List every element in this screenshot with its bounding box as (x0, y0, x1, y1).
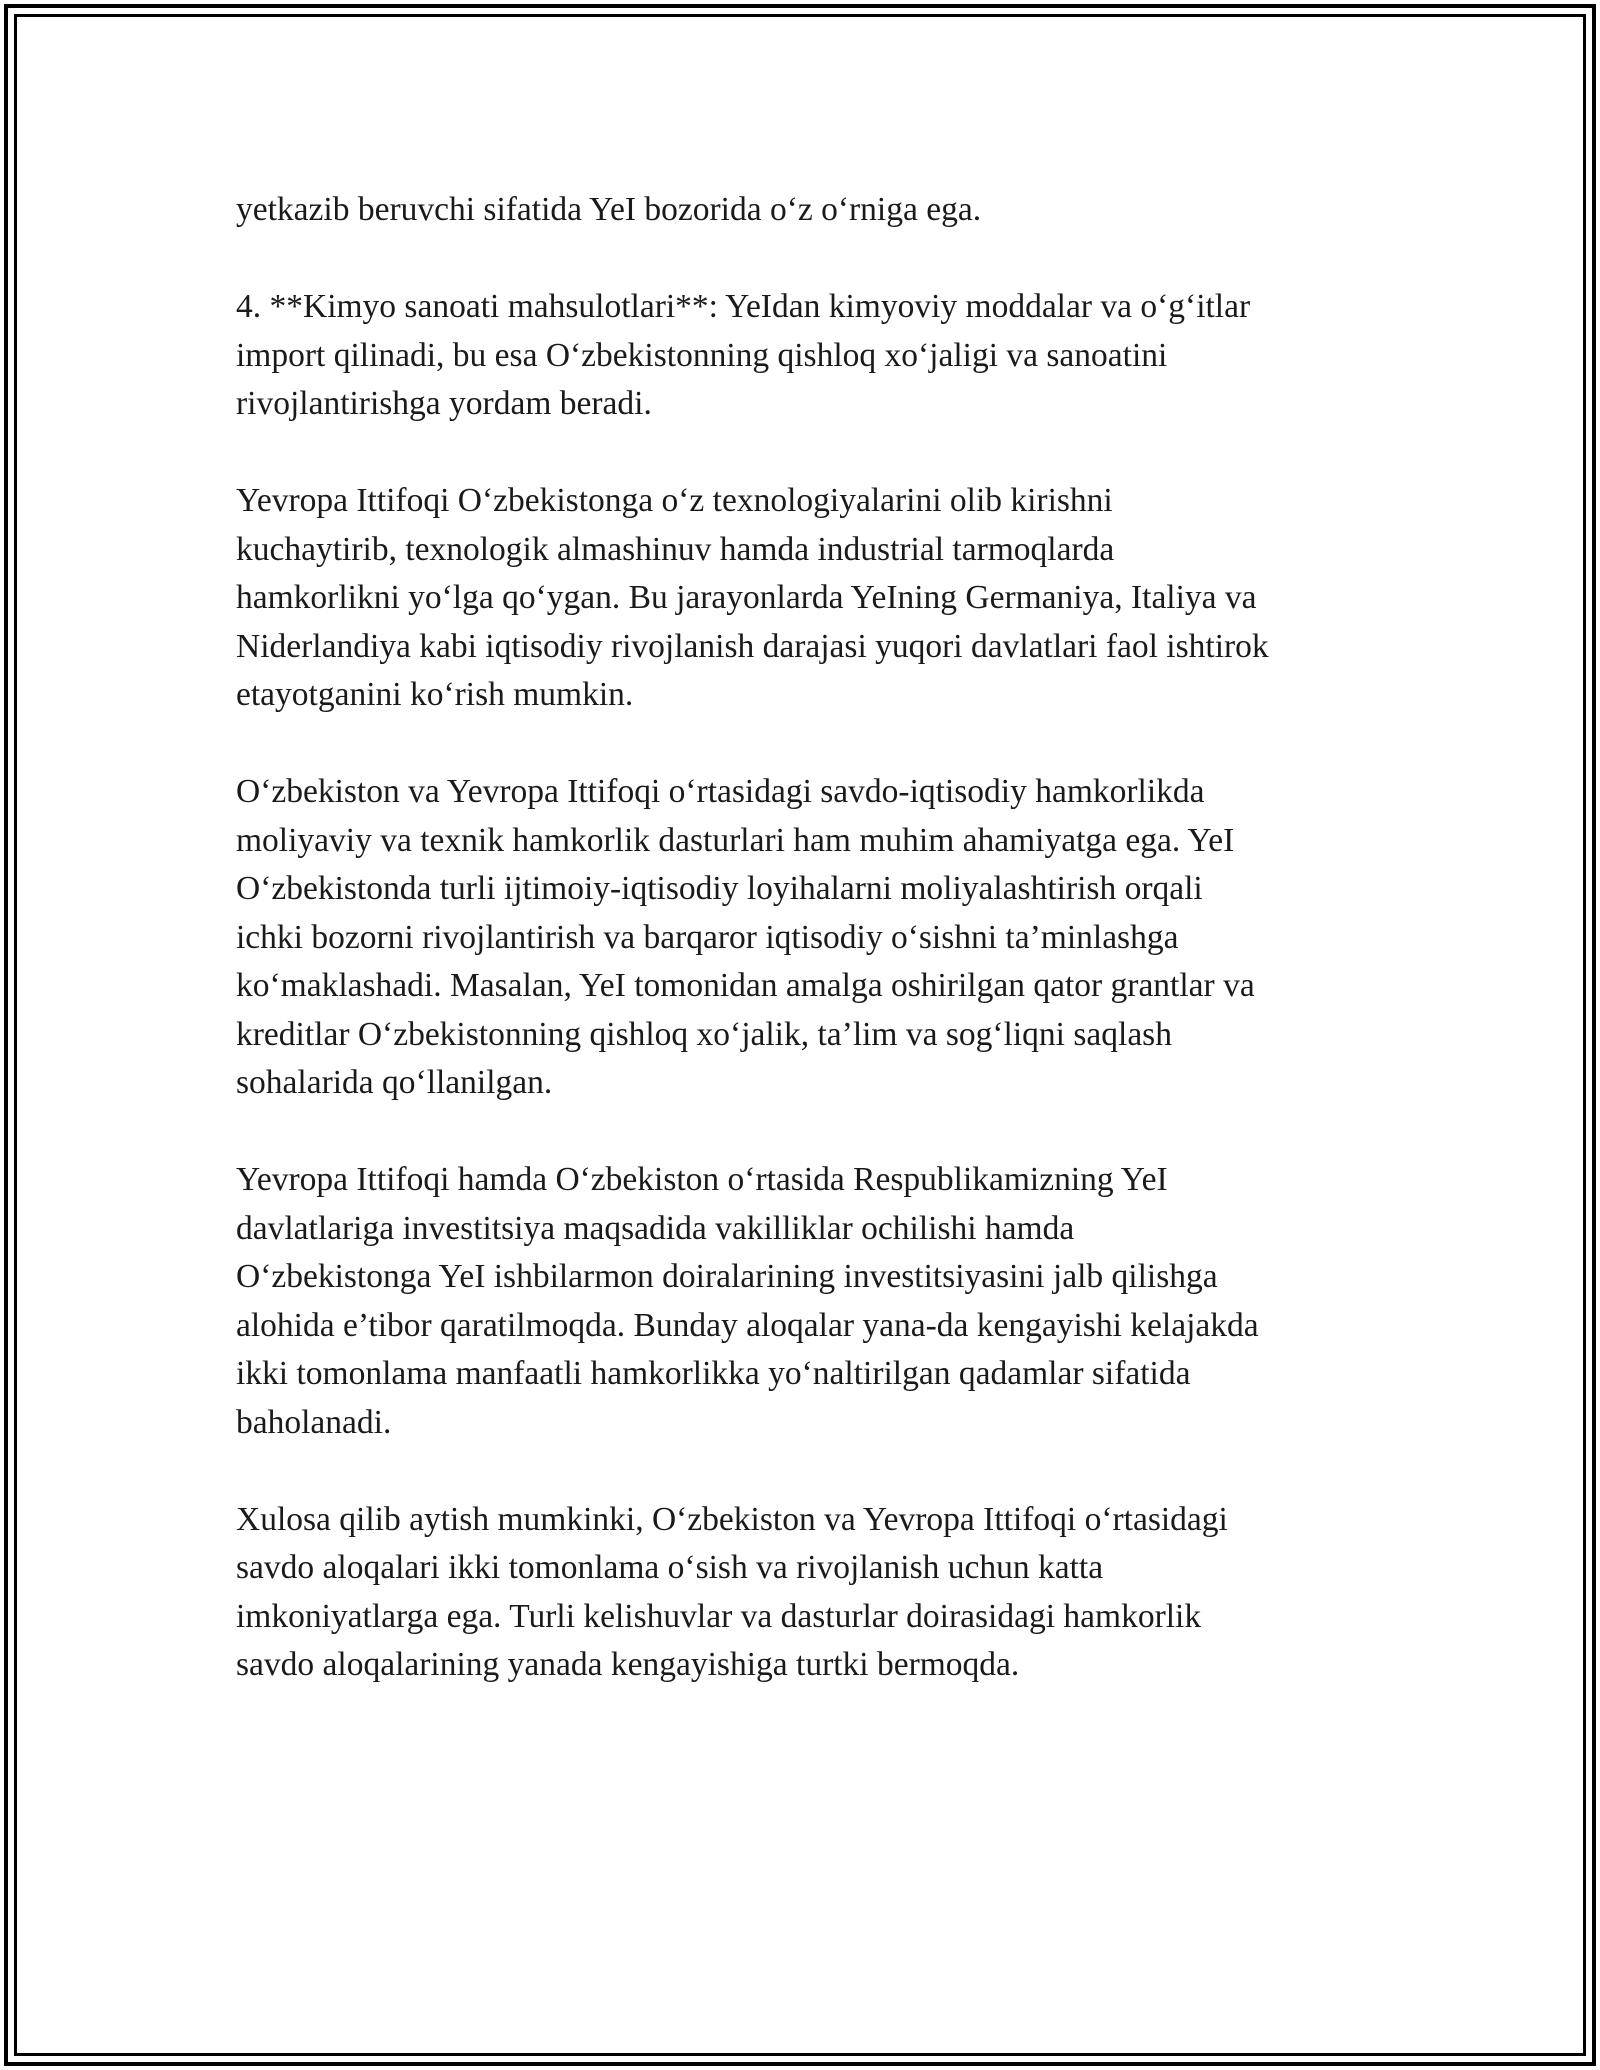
text-line: moliyaviy va texnik hamkorlik dasturlari ham muhim ahamiyatga ega. YeI (236, 821, 1235, 859)
text-line: O‘zbekiston va Yevropa Ittifoqi o‘rtasidagi savdo-iqtisodiy hamkorlikda (236, 773, 1205, 810)
text-line: O‘zbekistonda turli ijtimoiy-iqtisodiy loyihalarni moliyalashtirish orqali (236, 870, 1203, 907)
text-line: Yevropa Ittifoqi hamda O‘zbekiston o‘rtasida Respublikamizning YeI (236, 1161, 1168, 1198)
text-line: import qilinadi, bu esa O‘zbekistonning qishloq xo‘jaligi va sanoatini (236, 336, 1168, 374)
text-line: ichki bozorni rivojlantirish va barqaror iqtisodiy o‘sishni ta’minlashga (236, 918, 1179, 956)
text-line: Niderlandiya kabi iqtisodiy rivojlanish darajasi yuqori davlatlari faol ishtirok (236, 627, 1269, 665)
text-line: kreditlar O‘zbekistonning qishloq xo‘jalik, ta’lim va sog‘liqni saqlash (236, 1015, 1172, 1053)
paragraph-6 (236, 1496, 1386, 1690)
text-line: davlatlariga investitsiya maqsadida vakilliklar ochilishi hamda (236, 1209, 1075, 1247)
text-line: savdo aloqalari ikki tomonlama o‘sish va rivojlanish uchun katta (236, 1549, 1104, 1586)
paragraph-3 (236, 477, 1386, 720)
text-line: alohida e’tibor qaratilmoqda. Bunday aloqalar yana-da kengayishi kelajakda (236, 1306, 1259, 1344)
text-line: ko‘maklashadi. Masalan, YeI tomonidan amalga oshirilgan qator grantlar va (236, 967, 1255, 1004)
text-line: 4. **Kimyo sanoati mahsulotlari**: YeIdan kimyoviy moddalar va o‘g‘itlar (236, 288, 1251, 325)
text-line: etayotganini ko‘rish mumkin. (236, 676, 634, 713)
text-line: kuchaytirib, texnologik almashinuv hamda industrial tarmoqlarda (236, 530, 1115, 568)
text-line: Yevropa Ittifoqi O‘zbekistonga o‘z texnologiyalarini olib kirishni (236, 482, 1113, 519)
text-line: imkoniyatlarga ega. Turli kelishuvlar va dasturlar doirasidagi hamkorlik (236, 1597, 1202, 1635)
text-line: O‘zbekistonga YeI ishbilarmon doiralarining investitsiyasini jalb qilishga (236, 1258, 1218, 1295)
text-line: hamkorlikni yo‘lga qo‘ygan. Bu jarayonlarda YeIning Germaniya, Italiya va (236, 579, 1257, 616)
paragraph-4 (236, 768, 1386, 1108)
text-line: rivojlantirishga yordam beradi. (236, 385, 652, 422)
text-line: savdo aloqalarining yanada kengayishiga turtki bermoqda. (236, 1646, 1020, 1683)
text-line: Xulosa qilib aytish mumkinki, O‘zbekiston va Yevropa Ittifoqi o‘rtasidagi (236, 1500, 1228, 1538)
text-line: baholanadi. (236, 1403, 392, 1441)
text-line: ikki tomonlama manfaatli hamkorlikka yo‘naltirilgan qadamlar sifatida (236, 1355, 1191, 1392)
paragraph-5 (236, 1156, 1386, 1447)
text-line: sohalarida qo‘llanilgan. (236, 1064, 553, 1101)
text-line: yetkazib beruvchi sifatida YeI bozorida o‘z o‘rniga ega. (236, 191, 982, 228)
document-body (236, 186, 1386, 1738)
paragraph-1 (236, 186, 1386, 235)
paragraph-2 (236, 283, 1386, 429)
